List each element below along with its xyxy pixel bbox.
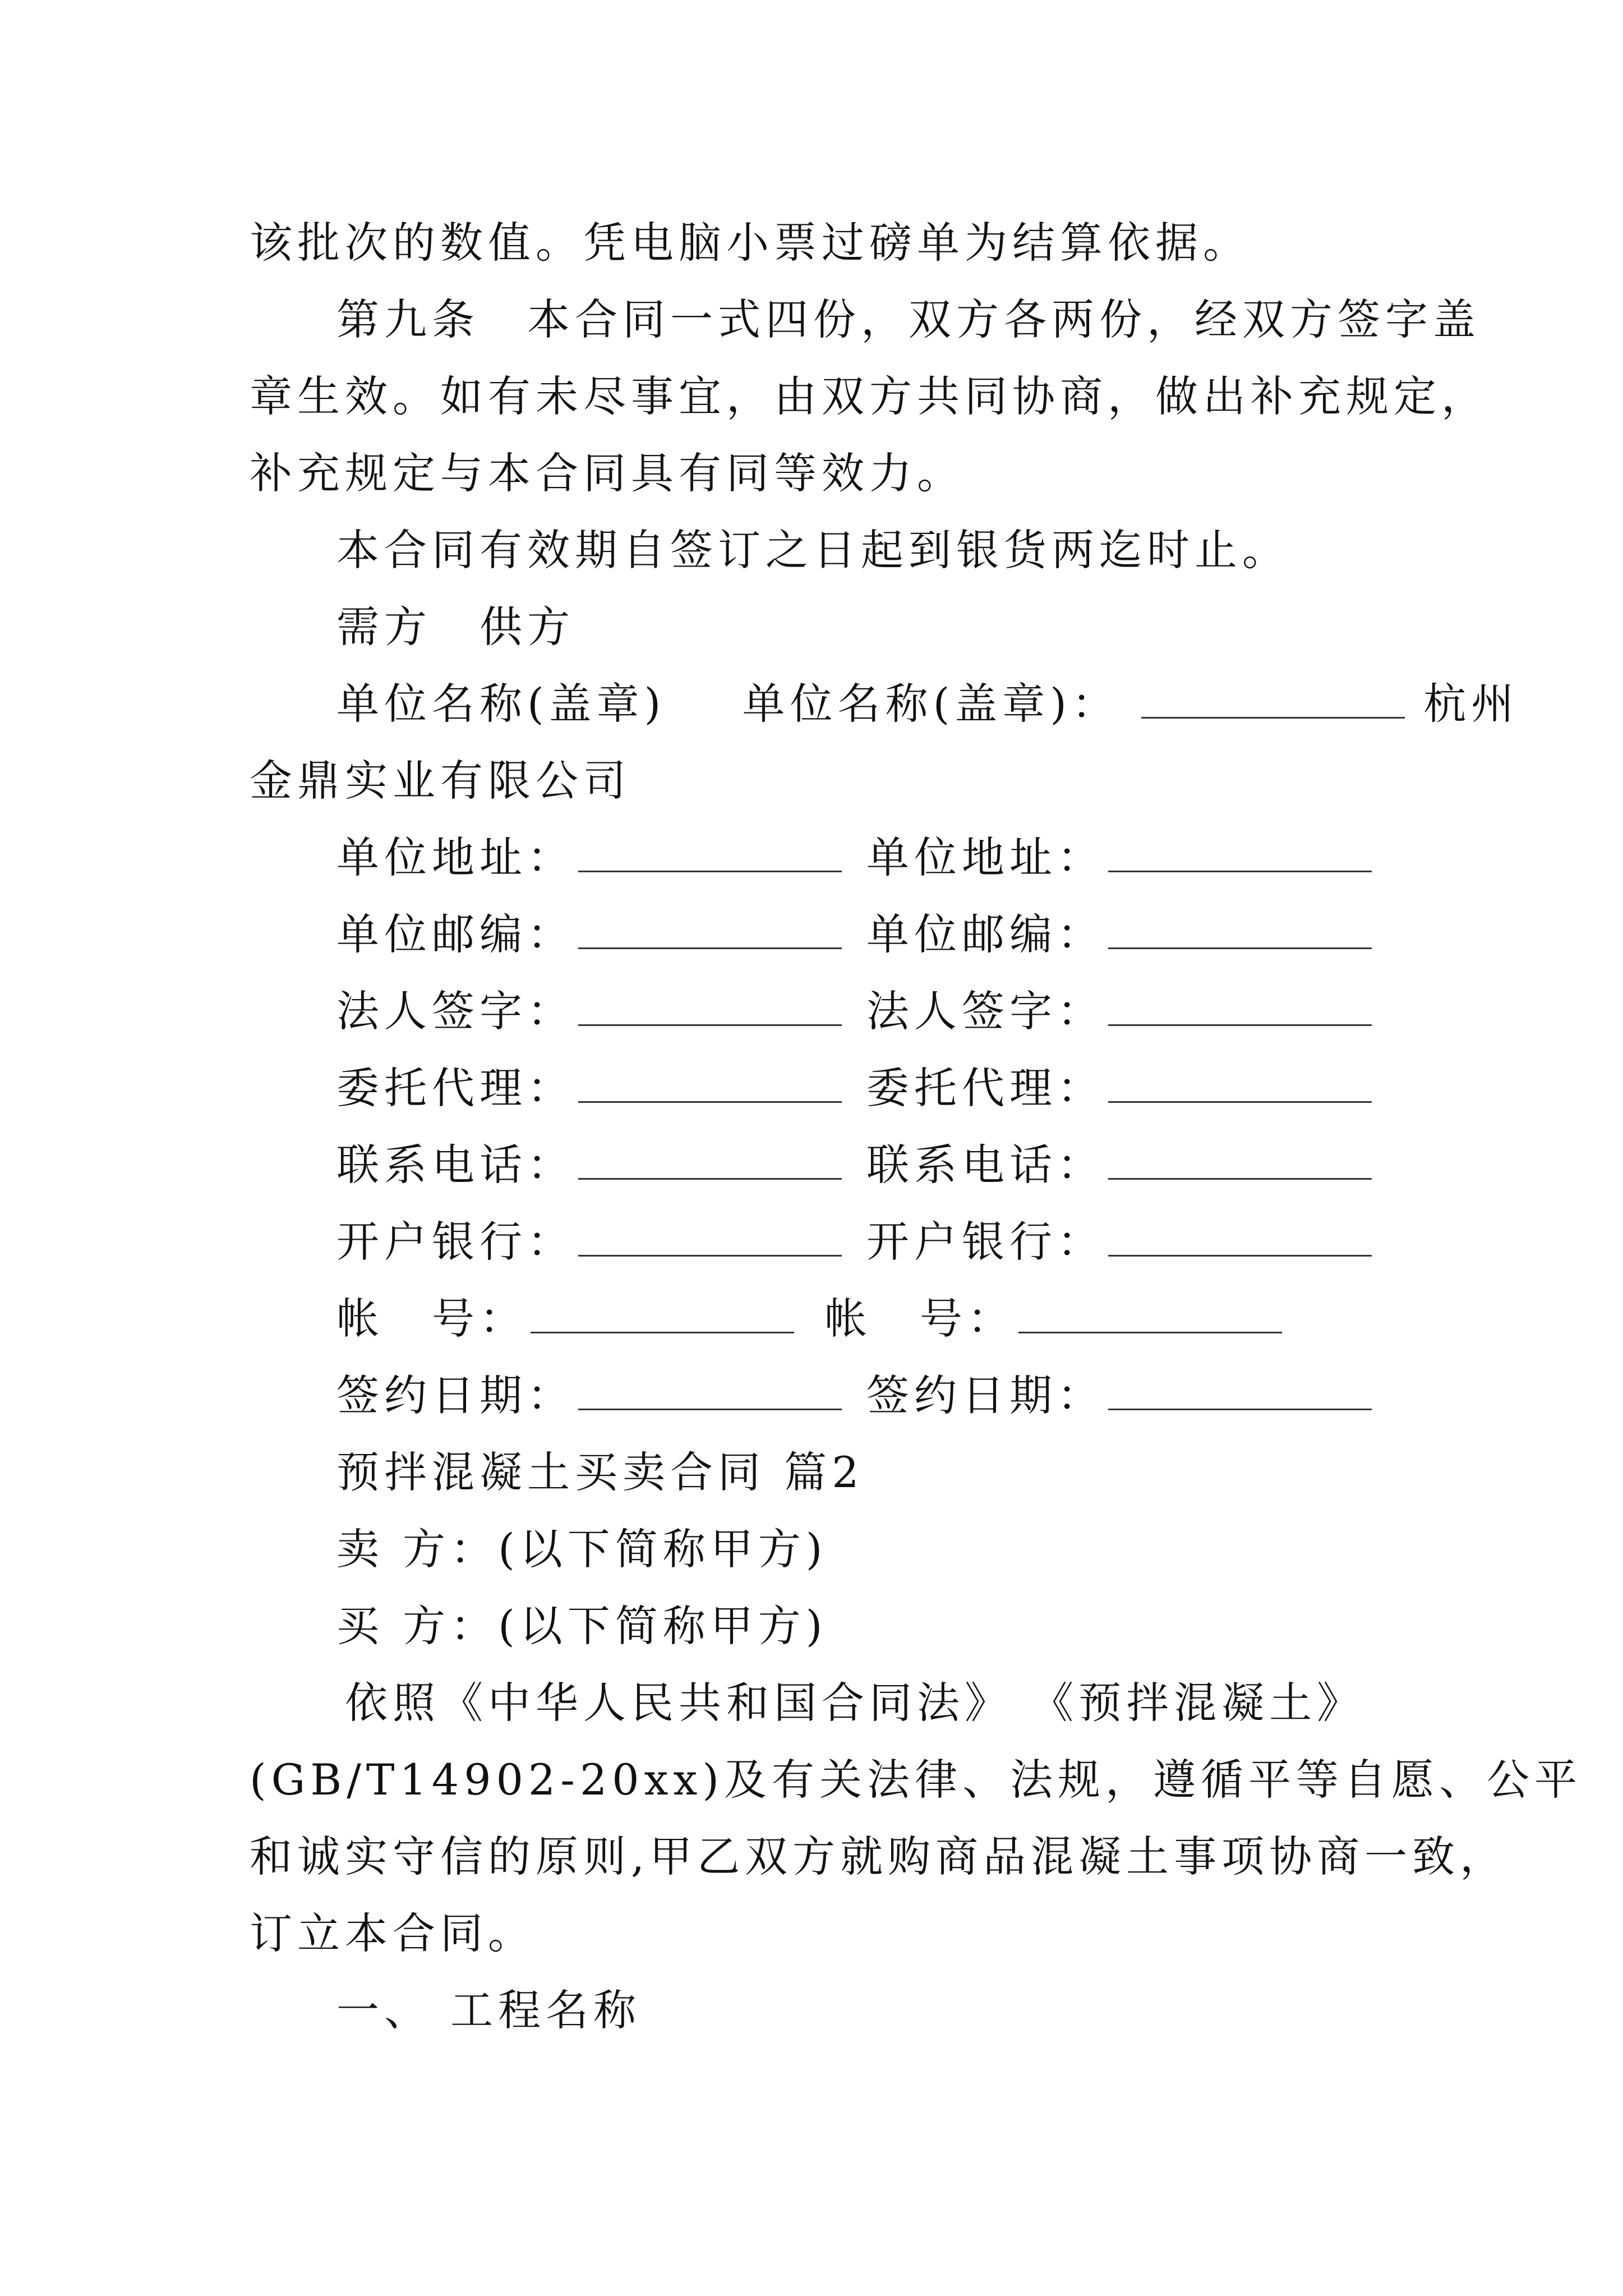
- buyer-date-blank[interactable]: [578, 1408, 842, 1410]
- buyer-legal-label: 法人签字：: [336, 986, 575, 1036]
- seller-company-label: 单位名称(盖章)：: [742, 679, 1119, 729]
- text-line-4: 补充规定与本合同具有同等效力。: [250, 448, 965, 498]
- paragraph-line-2: (GB/T14902-20xx)及有关法律、法规，遵循平等自愿、公平: [250, 1755, 1583, 1805]
- form-row-legal-seller: [866, 986, 1372, 1036]
- form-row-zip: [336, 909, 842, 959]
- seller-date-blank[interactable]: [1108, 1408, 1372, 1410]
- buyer-agent-label: 委托代理：: [336, 1063, 575, 1113]
- paragraph-line-1: 依照《中华人民共和国合同法》 《预拌混凝土》: [345, 1678, 1365, 1728]
- section-heading-1: 一、 工程名称: [336, 1985, 642, 2035]
- form-row-account-seller: [824, 1294, 1282, 1343]
- seller-phone-label: 联系电话：: [866, 1140, 1105, 1190]
- buyer-account-label: 帐 号：: [336, 1294, 527, 1343]
- seller-zip-blank[interactable]: [1108, 947, 1372, 949]
- seller-company-part1: 杭州: [1423, 679, 1519, 729]
- paragraph-line-4: 订立本合同。: [250, 1908, 536, 1958]
- seller-legal-blank[interactable]: [1108, 1024, 1372, 1026]
- paragraph-line-3: 和诚实守信的原则,甲乙双方就购商品混凝土事项协商一致，: [250, 1832, 1508, 1881]
- buyer-address-blank[interactable]: [578, 870, 842, 872]
- seller-company-part2: 金鼎实业有限公司: [250, 756, 631, 806]
- buyer-phone-blank[interactable]: [578, 1177, 842, 1180]
- text-line-2: 第九条 本合同一式四份，双方各两份，经双方签字盖: [336, 295, 1481, 344]
- form-row-phone: [336, 1140, 842, 1190]
- seller-agent-label: 委托代理：: [866, 1063, 1105, 1113]
- seller-bank-blank[interactable]: [1108, 1254, 1372, 1257]
- buyer-zip-label: 单位邮编：: [336, 909, 575, 959]
- seller-address-label: 单位地址：: [866, 832, 1105, 882]
- company-name-label-row: [336, 679, 1519, 729]
- form-row-zip-seller: [866, 909, 1372, 959]
- buyer-date-label: 签约日期：: [336, 1370, 575, 1420]
- buyer-line: 买 方：(以下简称甲方): [336, 1601, 828, 1651]
- buyer-zip-blank[interactable]: [578, 947, 842, 949]
- buyer-legal-blank[interactable]: [578, 1024, 842, 1026]
- form-row-bank: [336, 1217, 842, 1267]
- form-row-agent-seller: [866, 1063, 1372, 1113]
- seller-date-label: 签约日期：: [866, 1370, 1105, 1420]
- form-row-date: [336, 1370, 842, 1420]
- blank-line[interactable]: [1141, 716, 1405, 719]
- form-row-account: [336, 1294, 794, 1343]
- seller-line: 卖 方：(以下简称甲方): [336, 1524, 828, 1574]
- text-line-1: 该批次的数值。凭电脑小票过磅单为结算依据。: [250, 218, 1251, 268]
- buyer-bank-label: 开户银行：: [336, 1217, 575, 1267]
- text-line-5: 本合同有效期自签订之日起到银货两迄时止。: [336, 525, 1290, 575]
- seller-account-label: 帐 号：: [824, 1294, 1015, 1343]
- form-row-legal: [336, 986, 842, 1036]
- form-row-bank-seller: [866, 1217, 1372, 1267]
- buyer-bank-blank[interactable]: [578, 1254, 842, 1257]
- form-row-phone-seller: [866, 1140, 1372, 1190]
- form-row-address: [336, 832, 842, 882]
- buyer-address-label: 单位地址：: [336, 832, 575, 882]
- seller-bank-label: 开户银行：: [866, 1217, 1105, 1267]
- text-line-6: 需方 供方: [336, 602, 575, 652]
- form-row-address-seller: [866, 832, 1372, 882]
- buyer-company-label: 单位名称(盖章): [336, 679, 666, 729]
- text-line-3: 章生效。如有未尽事宜，由双方共同协商，做出补充规定，: [250, 371, 1489, 421]
- seller-agent-blank[interactable]: [1108, 1101, 1372, 1103]
- part2-title: 预拌混凝土买卖合同 篇2: [336, 1447, 864, 1497]
- buyer-account-blank[interactable]: [531, 1331, 794, 1333]
- seller-legal-label: 法人签字：: [866, 986, 1105, 1036]
- buyer-agent-blank[interactable]: [578, 1101, 842, 1103]
- seller-zip-label: 单位邮编：: [866, 909, 1105, 959]
- seller-address-blank[interactable]: [1108, 870, 1372, 872]
- buyer-phone-label: 联系电话：: [336, 1140, 575, 1190]
- form-row-agent: [336, 1063, 842, 1113]
- form-row-date-seller: [866, 1370, 1372, 1420]
- seller-phone-blank[interactable]: [1108, 1177, 1372, 1180]
- seller-account-blank[interactable]: [1018, 1331, 1282, 1333]
